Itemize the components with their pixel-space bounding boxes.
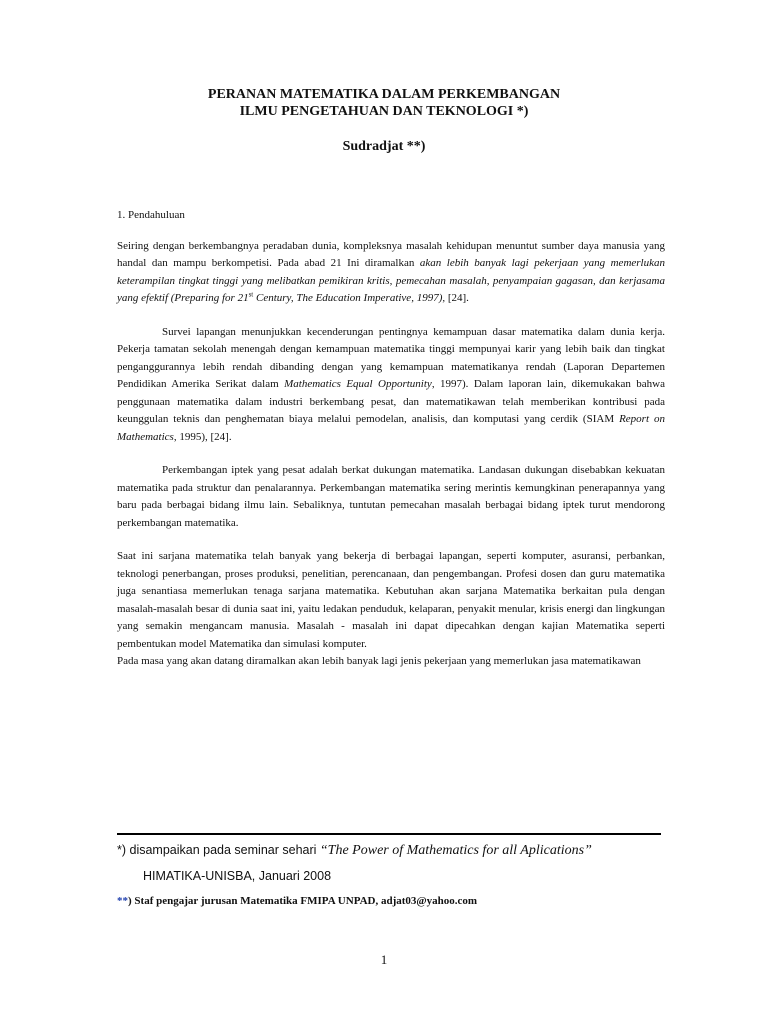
paragraph-1-citation: [24]. [445,292,469,304]
paragraph-2-text: Survei lapangan menunjukkan kecenderungan pentingnya kemampuan dasar matematika dalam dunia kerja. Pekerja tamatan sekolah menengah dengan kemampuan matematika tinggi mempunyai karir yang lebih baik dan tingkat penganggurannya lebih rendah dibanding dengan yang kemampuan matematikanya rendah (Laporan Departemen Pendidikan Amerika Serikat dalam [117,325,665,390]
paragraph-3: Perkembangan iptek yang pesat adalah berkat dukungan matematika. Landasan dukungan disebabkan kekuatan matematika pada struktur dan penalarannya. Perkembangan matematika sering merintis kemungkinan penerapannya yang baru pada berbagai bidang ilmu lain. Sebaliknya, tuntutan pemecahan masalah berbagai bidang iptek turut mendorong perkembangan matematika. [117,464,665,529]
paragraph-1-text: Seiring dengan berkembangnya peradaban dunia, kompleksnya masalah kehidupan menuntut sumber daya manusia yang handal dan mampu berkompetisi. Pada abad 21 Ini diramalkan [117,239,665,269]
paragraph-2-citation: , 1995), [24]. [173,430,232,443]
paragraph-1-italic: akan lebih banyak lagi pekerjaan yang memerlukan keterampilan tingkat tinggi yang melibatkan pemikiran kritis, pemecahan masalah, penyampaian gagasan, dan kerjasama yang efektif (Preparing for 21 [117,257,665,304]
document-body [117,207,665,671]
author-name: Sudradjat **) [342,139,426,154]
paragraph-2-italic-2: Report on Mathematics [117,413,665,443]
page-number: 1 [380,952,388,967]
section-heading: 1. Pendahuluan [117,209,185,221]
paragraph-2-text-2: , 1997). Dalam laporan lain, dikemukakan bahwa penggunaan matematika dalam industri berkembang pesat, dan matematikawan telah memberikan kontribusi pada keunggulan teknis dan penghematan biaya melalui pemodelan, analisis, dan komputasi yang cerdik (SIAM [117,378,666,425]
paragraph-5: Pada masa yang akan datang diramalkan akan lebih banyak lagi jenis pekerjaan yang memerlukan jasa matematikawan [117,655,641,667]
footnote-1 [117,843,592,859]
paragraph-1-italic-2: Century, The Education Imperative, 1997), [253,292,446,304]
footnote-divider [117,833,661,835]
footnote-2-marker: ** [117,895,128,907]
title-line-1: PERANAN MATEMATIKA DALAM PERKEMBANGAN [207,87,561,102]
footnote-2 [117,895,477,907]
footnote-2-text: ) Staf pengajar jurusan Matematika FMIPA UNPAD, adjat03@yahoo.com [128,895,478,907]
footnote-1-quote: “The Power of Mathematics for all Aplications” [319,843,592,858]
paragraph-1-superscript: st [248,290,254,299]
paragraph-4: Saat ini sarjana matematika telah banyak yang bekerja di berbagai lapangan, seperti komputer, asuransi, perbankan, teknologi penerbangan, proses produksi, penelitian, perencanaan, dan pengembangan. Profesi dosen dan guru matematika juga senantiasa memerlukan tenaga sarjana matematika. Kebutuhan akan sarjana Matematika berkaitan pula dengan masalah-masalah besar di dunia saat ini, yaitu ledakan penduduk, kelaparan, penyakit menular, krisis energi dan lingkungan yang semakin mengancam manusia. Masalah - masalah ini dapat dipecahkan dengan kajian Matematika seperti pembentukan model Matematika dan simulasi komputer. [117,550,665,650]
footnote-1-continuation: HIMATIKA-UNISBA, Januari 2008 [143,869,332,883]
paragraph-2-italic: Mathematics Equal Opportunity [284,378,432,390]
paragraph-2 [117,324,665,447]
document-title [0,86,768,120]
title-line-2: ILMU PENGETAHUAN DAN TEKNOLOGI *) [239,104,529,119]
footnote-1-text: *) disampaikan pada seminar sehari [117,843,320,857]
paragraph-1 [117,238,665,308]
